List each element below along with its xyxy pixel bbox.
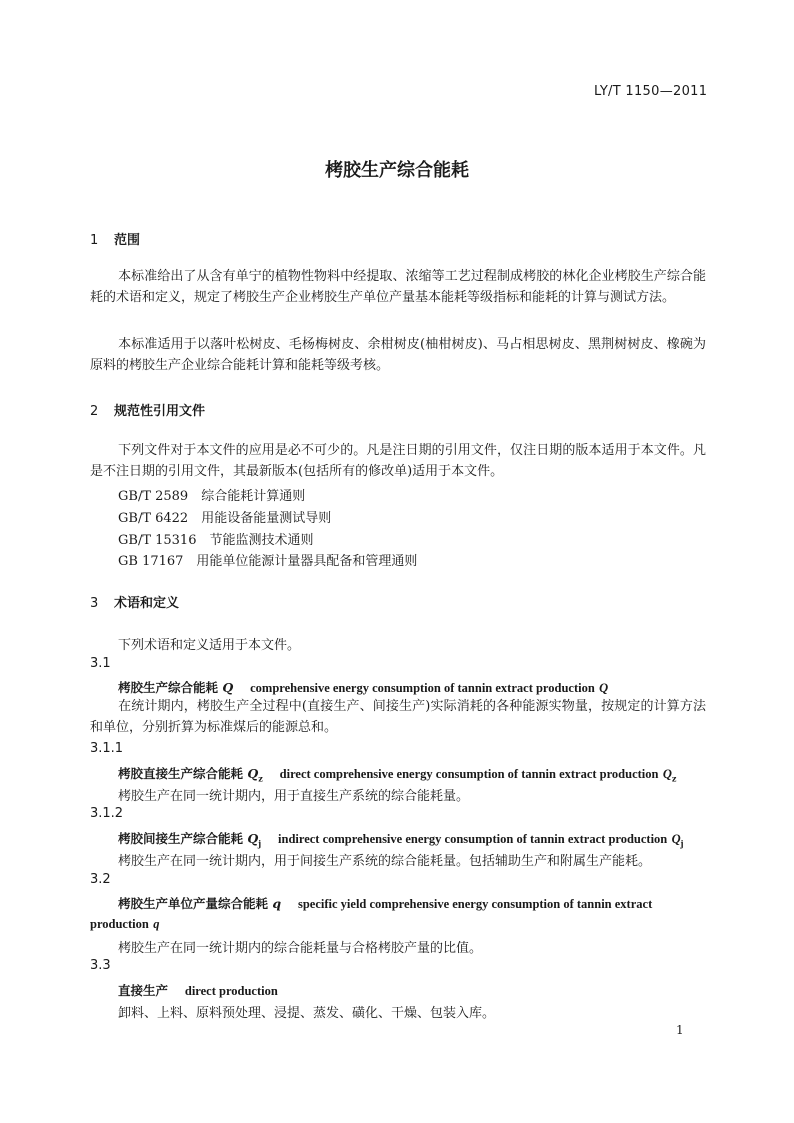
term-title: 栲胶生产单位产量综合能耗 q specific yield comprehensive energy consumption of tannin extract [118,896,653,911]
term-number: 3.1 [90,656,111,671]
document-number: LY/T 1150—2011 [594,84,708,99]
term-title: 直接生产 direct production [118,983,278,998]
term-definition: 在统计期内，栲胶生产全过程中(直接生产、间接生产)实际消耗的各种能源实物量，按规定的计算方法和单位，分别折算为标准煤后的能源总和。 [90,699,706,735]
reference-item: GB/T 15316 节能监测技术通则 [118,533,314,548]
section-3-intro: 下列术语和定义适用于本文件。 [118,638,301,653]
section-3-heading [90,592,179,611]
term-number: 3.2 [90,872,111,887]
section-1-paragraph-1: 本标准给出了从含有单宁的植物性物料中经提取、浓缩等工艺过程制成栲胶的林化企业栲胶生产综合能耗的术语和定义，规定了栲胶生产企业栲胶生产单位产量基本能耗等级指标和能耗的计算与测试方法。 [90,269,706,305]
term-number: 3.1.1 [90,741,124,756]
section-2-paragraph-1: 下列文件对于本文件的应用是必不可少的。凡是注日期的引用文件，仅注日期的版本适用于本文件。凡是不注日期的引用文件，其最新版本(包括所有的修改单)适用于本文件。 [90,443,706,479]
term-title: 栲胶生产综合能耗 Q comprehensive energy consumption of tannin extract production Q [118,680,609,695]
section-1-heading [90,229,140,248]
term-definition: 卸料、上料、原料预处理、浸提、蒸发、磺化、干燥、包装入库。 [118,1006,496,1021]
term-title: 栲胶直接生产综合能耗 $Q_z$ direct comprehensive energy consumption of tannin extract production $Q_z$ [118,766,677,784]
section-title: 范围 [114,233,141,248]
term-number: 3.3 [90,958,111,973]
section-number: 1 [90,233,99,248]
section-1-paragraph-2: 本标准适用于以落叶松树皮、毛杨梅树皮、余柑树皮(柚柑树皮)、马占相思树皮、黑荆树树皮、橡碗为原料的栲胶生产企业综合能耗计算和能耗等级考核。 [90,337,706,373]
page-number: 1 [676,1023,684,1037]
page-title: 栲胶生产综合能耗 [325,160,469,181]
term-definition: 栲胶生产在同一统计期内，用于直接生产系统的综合能耗量。 [118,789,470,804]
reference-item: GB/T 2589 综合能耗计算通则 [118,489,306,504]
term-number: 3.1.2 [90,806,124,821]
section-2-heading [90,400,205,419]
section-number: 3 [90,596,99,611]
term-title: 栲胶间接生产综合能耗 $Q_j$ indirect comprehensive energy consumption of tannin extract production $Q_j$ [118,831,684,849]
section-title: 规范性引用文件 [114,404,206,419]
term-definition: 栲胶生产在同一统计期内，用于间接生产系统的综合能耗量。包括辅助生产和附属生产能耗。 [118,854,652,869]
term-definition: 栲胶生产在同一统计期内的综合能耗量与合格栲胶产量的比值。 [118,941,483,956]
section-number: 2 [90,404,99,419]
term-title-continued: production q [90,917,160,931]
section-title: 术语和定义 [114,596,180,611]
reference-item: GB/T 6422 用能设备能量测试导则 [118,511,332,526]
reference-item: GB 17167 用能单位能源计量器具配备和管理通则 [118,554,418,569]
